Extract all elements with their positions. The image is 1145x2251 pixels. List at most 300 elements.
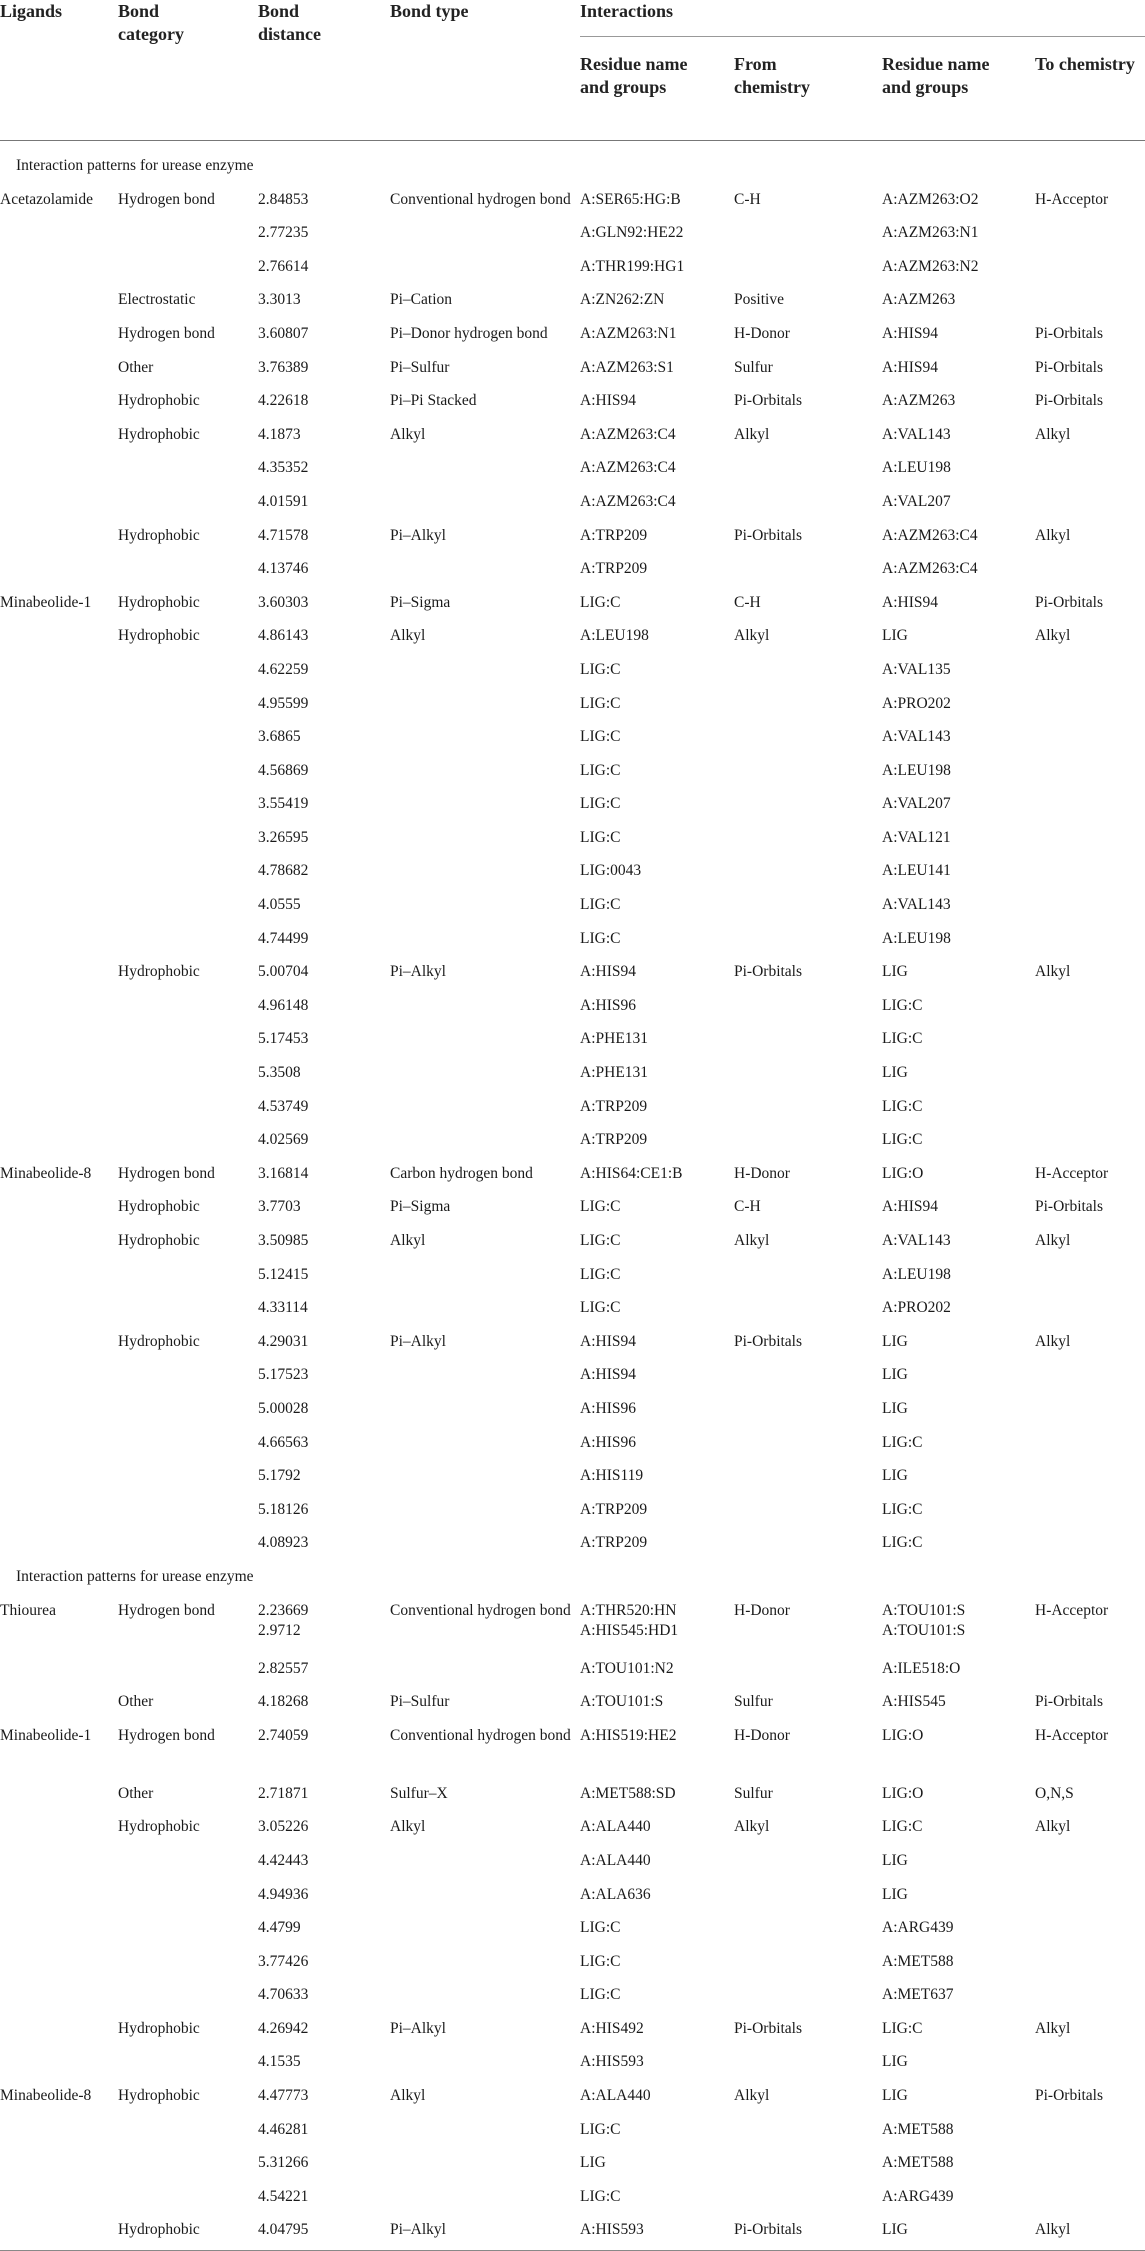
table-row [0, 454, 1145, 488]
to-chemistry-cell: Alkyl [1035, 1232, 1071, 1249]
residue-to-cell: LIG:C [882, 1433, 923, 1451]
to-chemistry-cell: Alkyl [1035, 627, 1071, 645]
table-row [0, 1881, 1145, 1915]
ligand-cell [0, 1688, 118, 1722]
header-bond-category: Bond category [118, 1, 184, 44]
residue-from-cell: A:HIS96 [580, 1399, 636, 1417]
ligand-cell [0, 555, 118, 589]
from-chemistry-cell: Pi-Orbitals [734, 2216, 882, 2250]
residue-to-cell: A:MET637 [882, 1986, 954, 2004]
bond-distance-cell: 4.4799 [258, 1919, 301, 1937]
to-chemistry-cell [1035, 757, 1145, 791]
to-chemistry-cell [1035, 1462, 1145, 1496]
bond-distance-cell: 4.96148 [258, 996, 309, 1014]
table-row [0, 1429, 1145, 1463]
ligand-cell [0, 1462, 118, 1496]
bond-type-cell: Conventional hydrogen bond [390, 1601, 571, 1619]
to-chemistry-cell: Alkyl [1035, 2216, 1145, 2250]
from-chemistry-cell: Alkyl [734, 2087, 770, 2105]
bond-type-cell [390, 1294, 580, 1328]
to-chemistry-cell [1035, 1948, 1145, 1982]
residue-from-cell: LIG:C [580, 1198, 621, 1216]
table-row [0, 589, 1145, 623]
from-chemistry-cell [734, 723, 882, 757]
residue-from-cell: A:ALA440 [580, 1851, 651, 1869]
from-chemistry-cell [734, 790, 882, 824]
bond-category-cell: Hydrogen bond [118, 1164, 215, 1182]
from-chemistry-cell [734, 488, 882, 522]
from-chemistry-cell [734, 1261, 882, 1295]
from-chemistry-cell [734, 1429, 882, 1463]
bond-distance-cell: 3.26595 [258, 828, 309, 846]
residue-from-cell: A:PHE131 [580, 1030, 649, 1048]
residue-to-cell: A:HIS94 [882, 324, 938, 342]
bond-distance-cell: 4.70633 [258, 1986, 309, 2004]
residue-to-cell: LIG [882, 2216, 1035, 2250]
to-chemistry-cell [1035, 555, 1145, 589]
bond-type-cell: Alkyl [390, 1232, 426, 1249]
ligand-cell [0, 925, 118, 959]
table-row [0, 1025, 1145, 1059]
bond-type-cell: Alkyl [390, 425, 426, 443]
from-chemistry-cell [734, 925, 882, 959]
table-row [0, 2216, 1145, 2250]
table-row [0, 2116, 1145, 2150]
table-row [0, 1981, 1145, 2015]
bond-category-cell: Hydrophobic [118, 593, 200, 611]
to-chemistry-cell [1035, 857, 1145, 891]
bond-category-cell: Hydrogen bond [118, 1601, 215, 1619]
bond-category-cell [118, 253, 258, 287]
to-chemistry-cell: Pi-Orbitals [1035, 1198, 1104, 1216]
residue-to-cell: LIG [882, 2087, 908, 2105]
residue-to-cell: LIG:C [882, 996, 923, 1014]
bond-distance-cell: 4.62259 [258, 660, 309, 678]
to-chemistry-cell: Alkyl [1035, 1332, 1071, 1350]
residue-from-cell: A:HIS94 [580, 963, 636, 981]
table-row [0, 656, 1145, 690]
bond-type-cell: Sulfur–X [390, 1784, 448, 1802]
table-row [0, 857, 1145, 891]
bond-type-cell [390, 1847, 580, 1881]
ligand-cell [0, 1529, 118, 1563]
bond-type-cell: Conventional hydrogen bond [390, 1726, 571, 1744]
to-chemistry-cell [1035, 286, 1145, 320]
table-row [0, 1688, 1145, 1722]
bond-type-cell [390, 1429, 580, 1463]
bond-category-cell [118, 857, 258, 891]
ligand-cell [0, 454, 118, 488]
residue-from-cell: A:AZM263:C4 [580, 425, 676, 443]
to-chemistry-cell: Alkyl [1035, 2019, 1071, 2037]
bond-distance-cell: 3.50985 [258, 1232, 309, 1249]
bond-type-cell [390, 925, 580, 959]
bond-type-cell: Pi–Sigma [390, 1198, 451, 1216]
bond-type-cell [390, 2048, 580, 2082]
residue-to-cell: A:HIS545 [882, 1693, 946, 1711]
residue-to-cell: A:AZM263 [882, 392, 956, 410]
residue-from-cell: A:HIS119 [580, 1467, 644, 1485]
residue-to-cell: A:MET588 [882, 2120, 954, 2138]
bond-type-cell: Pi–Alkyl [390, 963, 446, 981]
bond-type-cell [390, 1881, 580, 1915]
from-chemistry-cell: Pi-Orbitals [734, 963, 803, 981]
bond-distance-cell: 2.82557 [258, 1659, 309, 1677]
header-divider [580, 36, 1145, 37]
bond-category-cell [118, 1261, 258, 1295]
residue-to-cell: A:LEU198 [882, 929, 951, 947]
residue-from-cell: LIG:C [580, 2187, 621, 2205]
bond-distance-cell: 5.3508 [258, 1064, 301, 1082]
bond-category-cell [118, 1025, 258, 1059]
residue-to-cell: A:AZM263:O2 [882, 190, 979, 208]
bond-distance-cell: 4.46281 [258, 2120, 309, 2138]
residue-from-cell: A:HIS593 [580, 2053, 644, 2071]
residue-to-cell: A:VAL135 [882, 660, 951, 678]
to-chemistry-cell [1035, 790, 1145, 824]
ligand-cell: Minabeolide-8 [0, 1164, 92, 1182]
ligand-cell: Minabeolide-1 [0, 593, 92, 611]
bond-type-cell [390, 1126, 580, 1160]
from-chemistry-cell [734, 2048, 882, 2082]
residue-from-cell: LIG:C [580, 1232, 621, 1249]
ligand-cell [0, 1093, 118, 1127]
from-chemistry-cell [734, 1093, 882, 1127]
residue-to-cell: A:AZM263:N1 [882, 224, 979, 242]
from-chemistry-cell: Positive [734, 291, 784, 309]
ligand-cell [0, 1981, 118, 2015]
table-row [0, 1059, 1145, 1093]
residue-from-cell: A:AZM263:C4 [580, 459, 676, 477]
to-chemistry-cell [1035, 1914, 1145, 1948]
to-chemistry-cell: Alkyl [1035, 526, 1071, 544]
residue-to-cell: A:LEU198 [882, 1265, 951, 1283]
to-chemistry-cell [1035, 253, 1145, 287]
residue-to-cell: A:HIS94 [882, 1198, 938, 1216]
table-row [0, 1227, 1145, 1261]
residue-from-cell: LIG:C [580, 1952, 621, 1970]
residue-from-cell: LIG:C [580, 1299, 621, 1317]
from-chemistry-cell [734, 1496, 882, 1530]
bond-distance-cell: 5.1792 [258, 1467, 301, 1485]
bond-type-cell: Pi–Pi Stacked [390, 392, 477, 410]
ligand-cell [0, 958, 118, 992]
bond-distance-cell: 4.54221 [258, 2187, 309, 2205]
section-row [0, 1563, 1145, 1597]
residue-to-cell: LIG:C [882, 2019, 923, 2037]
bond-category-cell [118, 2183, 258, 2217]
residue-from-cell: LIG:C [580, 1265, 621, 1283]
from-chemistry-cell: Alkyl [734, 1818, 770, 1836]
bond-distance-cell: 4.08923 [258, 1534, 309, 1552]
from-chemistry-cell: Pi-Orbitals [734, 2019, 803, 2037]
ligand-cell [0, 2149, 118, 2183]
residue-from-cell: LIG:C [580, 694, 621, 712]
to-chemistry-cell: Alkyl [1035, 1818, 1071, 1836]
table-row [0, 2183, 1145, 2217]
residue-to-cell: A:LEU198 [882, 459, 951, 477]
from-chemistry-cell [734, 824, 882, 858]
residue-from-cell: A:LEU198 [580, 627, 649, 645]
residue-from-cell: LIG:C [580, 728, 621, 746]
bond-distance-cell: 5.18126 [258, 1500, 309, 1518]
table-row [0, 1093, 1145, 1127]
table-row [0, 2015, 1145, 2049]
table-row [0, 1780, 1145, 1814]
residue-from-cell: A:TOU101:S [580, 1693, 664, 1711]
table-row [0, 522, 1145, 556]
residue-from-cell: A:HIS94 [580, 1332, 636, 1350]
residue-from-cell: LIG:C [580, 1986, 621, 2004]
to-chemistry-cell [1035, 690, 1145, 724]
table-row [0, 354, 1145, 388]
bond-category-cell [118, 1462, 258, 1496]
table-row [0, 555, 1145, 589]
residue-to-cell: A:VAL207 [882, 492, 951, 510]
header-bond-distance: Bond distance [258, 1, 321, 44]
bond-type-cell [390, 1462, 580, 1496]
ligand-cell [0, 1813, 118, 1847]
from-chemistry-cell [734, 656, 882, 690]
table-row [0, 958, 1145, 992]
bond-type-cell [390, 488, 580, 522]
residue-to-cell: A:AZM263:N2 [882, 257, 979, 275]
residue-to-cell: LIG:C [882, 1097, 923, 1115]
residue-to-cell: A:AZM263:C4 [882, 526, 978, 544]
bond-type-cell [390, 1496, 580, 1530]
bond-type-cell: Pi–Alkyl [390, 1332, 446, 1350]
from-chemistry-cell [734, 992, 882, 1026]
bond-distance-cell: 4.66563 [258, 1433, 309, 1451]
bond-distance-cell: 3.55419 [258, 795, 309, 813]
table-row [0, 1361, 1145, 1395]
ligand-cell [0, 1193, 118, 1227]
bond-category-cell [118, 1948, 258, 1982]
bond-distance-cell: 4.18268 [258, 1693, 309, 1711]
from-chemistry-cell: H-Donor [734, 1164, 790, 1182]
header-interactions: Interactions [580, 1, 673, 21]
residue-from-cell: A:AZM263:S1 [580, 358, 674, 376]
table-row [0, 1294, 1145, 1328]
table-row [0, 992, 1145, 1026]
from-chemistry-cell [734, 1361, 882, 1395]
bond-distance-cell: 4.13746 [258, 560, 309, 578]
bond-distance-cell: 4.01591 [258, 492, 309, 510]
residue-from-cell: A:TRP209 [580, 1131, 648, 1149]
bond-distance-cell: 5.17453 [258, 1030, 309, 1048]
ligand-cell [0, 219, 118, 253]
header-ligands: Ligands [0, 1, 63, 21]
header-to-chemistry: To chemistry [1035, 54, 1135, 74]
residue-to-cell: LIG:O [882, 1164, 924, 1182]
from-chemistry-cell [734, 1025, 882, 1059]
from-chemistry-cell [734, 1655, 882, 1689]
residue-from-cell: LIG:C [580, 896, 621, 914]
table-row [0, 320, 1145, 354]
table-row [0, 286, 1145, 320]
residue-from-cell: LIG:C [580, 2120, 621, 2138]
bond-category-cell [118, 992, 258, 1026]
bond-distance-cell: 3.77426 [258, 1952, 309, 1970]
table-row [0, 1597, 1145, 1655]
residue-from-cell: A:HIS94 [580, 392, 636, 410]
bond-distance-cell: 5.12415 [258, 1265, 309, 1283]
residue-from-cell: A:TRP209 [580, 1500, 648, 1518]
bond-type-cell [390, 757, 580, 791]
section-title: Interaction patterns for urease enzyme [16, 157, 254, 174]
bond-distance-cell: 4.47773 [258, 2087, 309, 2105]
residue-from-cell: A:HIS96 [580, 1433, 636, 1451]
bond-distance-cell: 5.00704 [258, 963, 309, 981]
residue-from-cell: LIG:C [580, 828, 621, 846]
bond-type-cell: Pi–Alkyl [390, 2216, 580, 2250]
residue-to-cell: LIG:O [882, 1726, 924, 1744]
residue-from-cell: A:THR520:HN A:HIS545:HD1 [580, 1601, 679, 1639]
residue-from-cell: A:HIS94 [580, 1366, 636, 1384]
residue-to-cell: LIG [882, 963, 908, 981]
ligand-cell: Acetazolamide [0, 190, 93, 208]
residue-to-cell: A:ARG439 [882, 1919, 954, 1937]
bond-category-cell [118, 690, 258, 724]
bond-distance-cell: 4.86143 [258, 627, 309, 645]
residue-from-cell: LIG:C [580, 660, 621, 678]
bond-category-cell [118, 1395, 258, 1429]
ligand-cell [0, 1025, 118, 1059]
bond-type-cell [390, 656, 580, 690]
bond-distance-cell: 2.23669 2.9712 [258, 1601, 309, 1639]
table-row [0, 824, 1145, 858]
bond-category-cell: Hydrophobic [118, 1198, 200, 1216]
to-chemistry-cell [1035, 1093, 1145, 1127]
bond-type-cell [390, 891, 580, 925]
bond-type-cell [390, 1948, 580, 1982]
to-chemistry-cell [1035, 1395, 1145, 1429]
residue-from-cell: A:THR199:HG1 [580, 257, 685, 275]
ligand-cell [0, 1948, 118, 1982]
from-chemistry-cell [734, 891, 882, 925]
to-chemistry-cell [1035, 219, 1145, 253]
to-chemistry-cell [1035, 1294, 1145, 1328]
from-chemistry-cell: C-H [734, 593, 761, 611]
bond-distance-cell: 4.42443 [258, 1851, 309, 1869]
residue-from-cell: A:ALA440 [580, 2087, 651, 2105]
residue-to-cell: A:VAL121 [882, 828, 951, 846]
ligand-cell [0, 1429, 118, 1463]
bond-category-cell [118, 723, 258, 757]
residue-to-cell: LIG [882, 2053, 908, 2071]
to-chemistry-cell [1035, 1059, 1145, 1093]
bond-category-cell [118, 790, 258, 824]
bond-type-cell: Pi–Alkyl [390, 526, 446, 544]
to-chemistry-cell [1035, 656, 1145, 690]
bond-type-cell: Pi–Sulfur [390, 1693, 450, 1711]
bond-category-cell [118, 1847, 258, 1881]
residue-from-cell: A:MET588:SD [580, 1784, 676, 1802]
bond-distance-cell: 4.33114 [258, 1299, 308, 1317]
residue-to-cell: A:VAL143 [882, 425, 951, 443]
ligand-cell [0, 891, 118, 925]
bond-category-cell [118, 656, 258, 690]
residue-to-cell: LIG:C [882, 1131, 923, 1149]
to-chemistry-cell [1035, 1529, 1145, 1563]
bond-type-cell [390, 1655, 580, 1689]
ligand-cell [0, 690, 118, 724]
table-row [0, 219, 1145, 253]
residue-from-cell: LIG:0043 [580, 862, 642, 880]
bond-category-cell [118, 1059, 258, 1093]
from-chemistry-cell [734, 1881, 882, 1915]
bond-category-cell: Hydrophobic [118, 2019, 200, 2037]
bond-type-cell [390, 219, 580, 253]
bond-type-cell: Conventional hydrogen bond [390, 190, 571, 208]
bond-category-cell: Other [118, 358, 154, 376]
residue-to-cell: LIG [882, 627, 908, 645]
bond-category-cell: Hydrogen bond [118, 324, 215, 342]
bond-distance-cell: 3.05226 [258, 1818, 309, 1836]
ligand-cell [0, 2048, 118, 2082]
bond-type-cell: Alkyl [390, 1818, 426, 1836]
from-chemistry-cell: Sulfur [734, 358, 773, 376]
residue-from-cell: A:ZN262:ZN [580, 291, 665, 309]
ligand-cell [0, 757, 118, 791]
bond-type-cell [390, 1093, 580, 1127]
residue-to-cell: LIG [882, 1851, 908, 1869]
table-row [0, 622, 1145, 656]
residue-from-cell: A:HIS593 [580, 2216, 734, 2250]
from-chemistry-cell [734, 454, 882, 488]
bond-distance-cell: 4.53749 [258, 1097, 309, 1115]
to-chemistry-cell [1035, 1981, 1145, 2015]
to-chemistry-cell: Pi-Orbitals [1035, 593, 1104, 611]
from-chemistry-cell [734, 2183, 882, 2217]
table-row [0, 2048, 1145, 2082]
table-row [0, 1847, 1145, 1881]
ligand-cell [0, 622, 118, 656]
to-chemistry-cell: Pi-Orbitals [1035, 324, 1104, 342]
from-chemistry-cell: H-Donor [734, 1726, 790, 1744]
ligand-cell [0, 320, 118, 354]
bond-type-cell [390, 2149, 580, 2183]
bond-type-cell [390, 1059, 580, 1093]
table-row [0, 1126, 1145, 1160]
bond-type-cell [390, 454, 580, 488]
bond-category-cell [118, 2116, 258, 2150]
from-chemistry-cell: H-Donor [734, 1601, 790, 1619]
from-chemistry-cell [734, 2116, 882, 2150]
bond-category-cell: Electrostatic [118, 291, 196, 309]
residue-from-cell: A:HIS519:HE2 [580, 1726, 677, 1744]
from-chemistry-cell [734, 857, 882, 891]
from-chemistry-cell [734, 757, 882, 791]
from-chemistry-cell: Pi-Orbitals [734, 392, 803, 410]
residue-to-cell: A:HIS94 [882, 358, 938, 376]
header-residue-from: Residue name and groups [580, 54, 688, 97]
from-chemistry-cell: Pi-Orbitals [734, 526, 803, 544]
bond-distance-cell: 4.78682 [258, 862, 309, 880]
from-chemistry-cell: Pi-Orbitals [734, 1332, 803, 1350]
residue-to-cell: A:VAL207 [882, 795, 951, 813]
ligand-cell [0, 2183, 118, 2217]
ligand-cell: Minabeolide-1 [0, 1726, 92, 1744]
residue-from-cell: A:TRP209 [580, 526, 648, 544]
ligand-cell [0, 354, 118, 388]
from-chemistry-cell [734, 1529, 882, 1563]
residue-to-cell: A:VAL143 [882, 728, 951, 746]
table-row [0, 1496, 1145, 1530]
from-chemistry-cell [734, 1847, 882, 1881]
to-chemistry-cell [1035, 1126, 1145, 1160]
header-residue-to: Residue name and groups [882, 54, 990, 97]
